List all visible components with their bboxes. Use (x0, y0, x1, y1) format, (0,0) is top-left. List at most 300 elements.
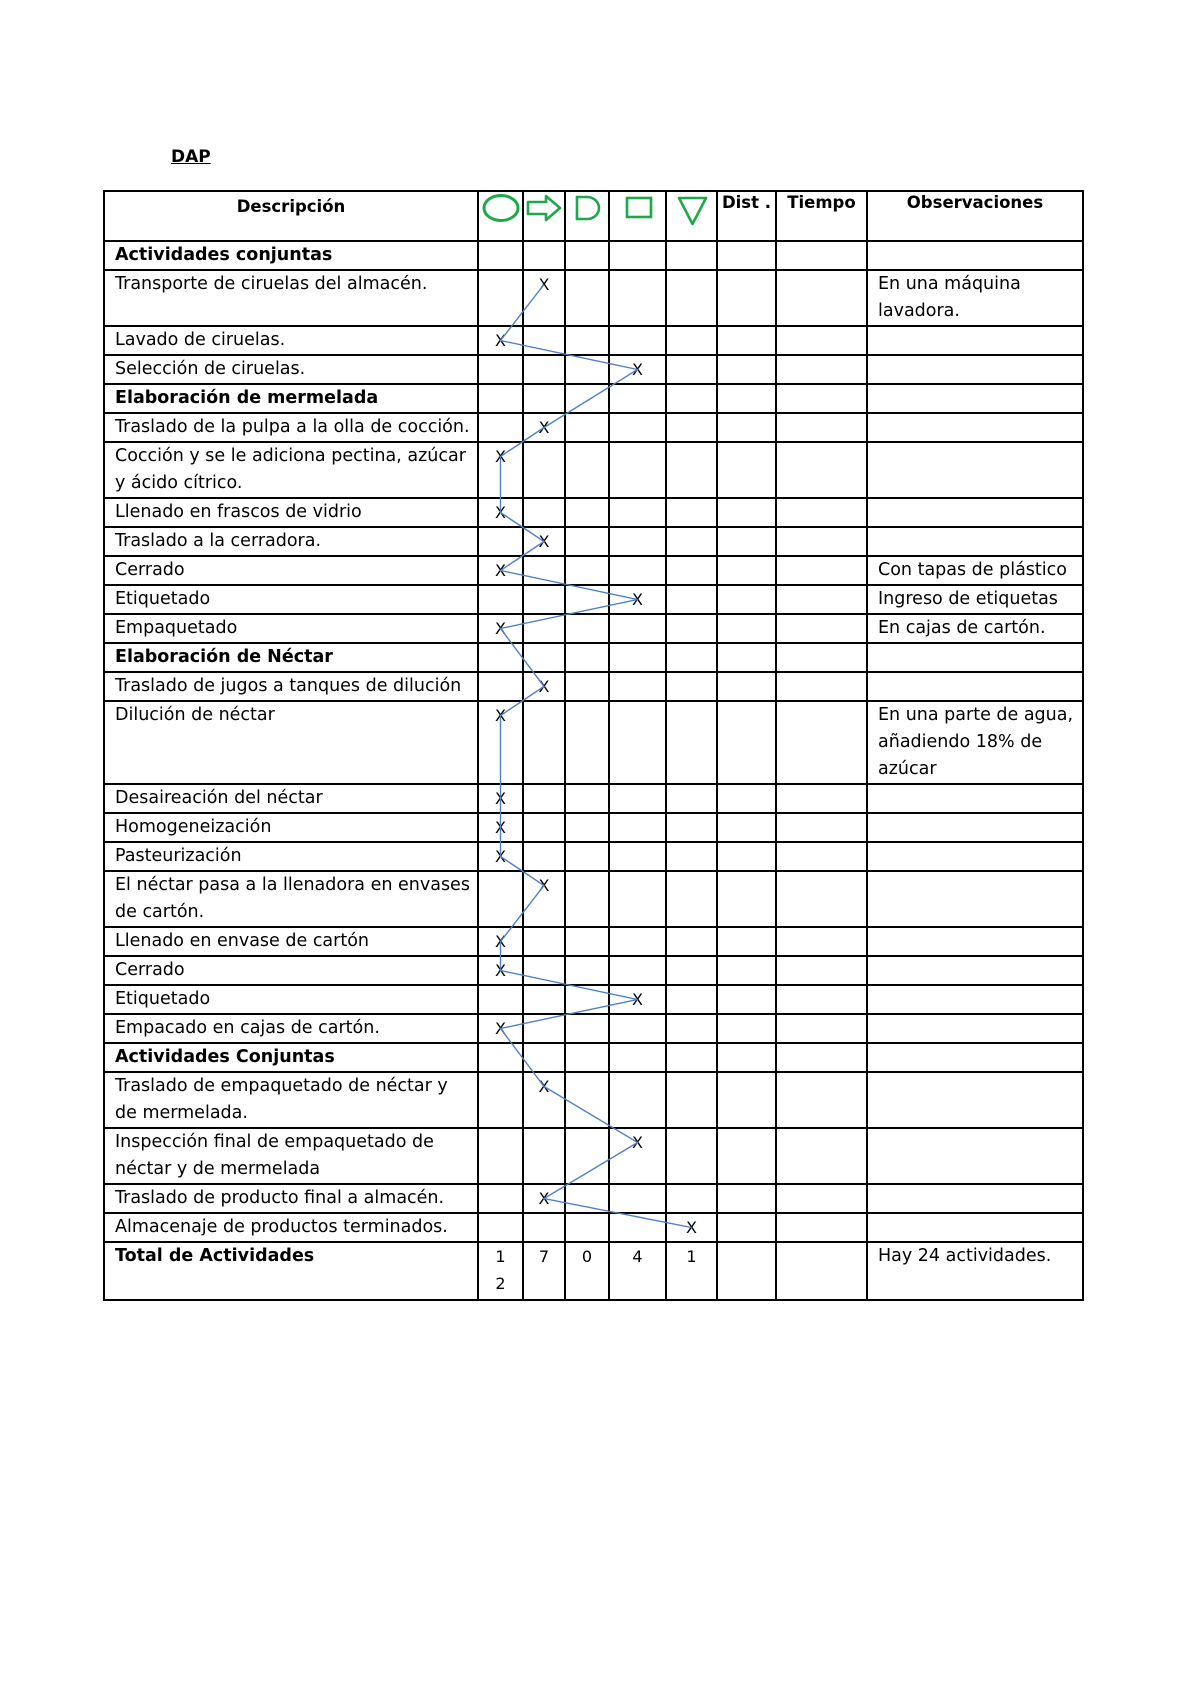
symbol-cell (609, 1072, 666, 1128)
symbol-cell (478, 643, 523, 672)
symbol-cell (666, 1043, 717, 1072)
symbol-cell (609, 384, 666, 413)
symbol-cell (565, 672, 609, 701)
activity-description: Inspección final de empaquetado de néctar y de mermelada (104, 1128, 478, 1184)
activity-row (104, 784, 1083, 813)
symbol-cell (523, 1128, 565, 1184)
symbol-cell (478, 585, 523, 614)
symbol-cell (666, 270, 717, 326)
symbol-cell (666, 413, 717, 442)
section-row (104, 241, 1083, 270)
activity-mark: X (686, 1218, 697, 1237)
symbol-cell (666, 556, 717, 585)
symbol-cell (666, 643, 717, 672)
symbol-cell (666, 784, 717, 813)
activity-mark: X (632, 1133, 643, 1152)
observation-cell (867, 985, 1083, 1014)
dist-cell (717, 241, 776, 270)
symbol-cell (565, 1043, 609, 1072)
tiempo-cell (776, 672, 867, 701)
dist-cell (717, 813, 776, 842)
activity-row (104, 614, 1083, 643)
symbol-cell (478, 241, 523, 270)
activity-row (104, 956, 1083, 985)
dist-cell (717, 1213, 776, 1242)
tiempo-cell (776, 1242, 867, 1300)
symbol-cell (565, 413, 609, 442)
symbol-cell (565, 1184, 609, 1213)
symbol-cell (666, 1184, 717, 1213)
symbol-cell (666, 614, 717, 643)
tiempo-cell (776, 326, 867, 355)
symbol-cell (523, 871, 565, 927)
activity-description: Llenado en envase de cartón (104, 927, 478, 956)
symbol-cell (523, 1072, 565, 1128)
total-count: 1 (666, 1242, 717, 1300)
dist-cell (717, 614, 776, 643)
symbol-cell (478, 326, 523, 355)
activity-mark: X (632, 360, 643, 379)
activity-mark: X (538, 677, 550, 696)
activity-row (104, 701, 1083, 784)
activity-row (104, 270, 1083, 326)
symbol-cell (523, 985, 565, 1014)
symbol-cell (478, 413, 523, 442)
activity-description: Pasteurización (104, 842, 478, 871)
dist-cell (717, 585, 776, 614)
activity-row (104, 355, 1083, 384)
tiempo-cell (776, 442, 867, 498)
tiempo-cell (776, 1184, 867, 1213)
activity-description: Llenado en frascos de vidrio (104, 498, 478, 527)
symbol-cell (478, 527, 523, 556)
symbol-cell (565, 384, 609, 413)
activity-mark: X (538, 532, 550, 551)
dist-cell (717, 326, 776, 355)
dist-cell (717, 842, 776, 871)
activity-mark: X (495, 847, 506, 866)
activity-row (104, 842, 1083, 871)
observation-cell: Con tapas de plástico (867, 556, 1083, 585)
dist-cell (717, 1043, 776, 1072)
symbol-cell (609, 355, 666, 384)
activity-description: Selección de ciruelas. (104, 355, 478, 384)
symbol-cell (478, 498, 523, 527)
activity-row (104, 813, 1083, 842)
symbol-cell (609, 326, 666, 355)
tiempo-cell (776, 241, 867, 270)
symbol-cell (523, 527, 565, 556)
symbol-cell (666, 871, 717, 927)
activity-description: Traslado de producto final a almacén. (104, 1184, 478, 1213)
symbol-cell (565, 985, 609, 1014)
symbol-cell (666, 813, 717, 842)
activity-description: Elaboración de mermelada (104, 384, 478, 413)
symbol-cell (478, 956, 523, 985)
observation-cell (867, 784, 1083, 813)
symbol-cell (609, 614, 666, 643)
observation-cell (867, 384, 1083, 413)
symbol-cell (609, 1128, 666, 1184)
observation-cell (867, 1128, 1083, 1184)
symbol-cell (523, 784, 565, 813)
dist-header: Dist . (717, 191, 776, 241)
dist-cell (717, 871, 776, 927)
dap-body (104, 241, 1083, 1300)
observation-cell: En una máquina lavadora. (867, 270, 1083, 326)
observation-cell (867, 1213, 1083, 1242)
observation-cell (867, 1072, 1083, 1128)
dist-cell (717, 442, 776, 498)
tiempo-cell (776, 701, 867, 784)
tiempo-cell (776, 527, 867, 556)
dist-cell (717, 956, 776, 985)
activity-mark: X (538, 275, 550, 294)
symbol-cell (478, 985, 523, 1014)
activity-description: Dilución de néctar (104, 701, 478, 784)
symbol-cell (478, 556, 523, 585)
symbol-cell (523, 1014, 565, 1043)
symbol-cell (609, 956, 666, 985)
tiempo-cell (776, 1043, 867, 1072)
observation-cell (867, 1014, 1083, 1043)
symbol-cell (565, 784, 609, 813)
symbol-cell (523, 270, 565, 326)
symbol-cell (478, 384, 523, 413)
activity-description: Desaireación del néctar (104, 784, 478, 813)
activity-mark: X (495, 818, 506, 837)
tiempo-cell (776, 556, 867, 585)
activity-description: Elaboración de Néctar (104, 643, 478, 672)
activity-mark: X (495, 447, 506, 466)
total-count: 4 (609, 1242, 666, 1300)
symbol-cell (666, 1014, 717, 1043)
transport-arrow-icon (523, 191, 565, 241)
symbol-cell (666, 384, 717, 413)
observation-cell (867, 813, 1083, 842)
symbol-cell (478, 1014, 523, 1043)
activity-row (104, 672, 1083, 701)
activity-mark: X (495, 561, 506, 580)
symbol-cell (523, 842, 565, 871)
symbol-cell (609, 701, 666, 784)
symbol-cell (565, 1014, 609, 1043)
symbol-cell (523, 241, 565, 270)
activity-description: Almacenaje de productos terminados. (104, 1213, 478, 1242)
observation-cell (867, 643, 1083, 672)
symbol-cell (478, 614, 523, 643)
symbol-cell (609, 927, 666, 956)
activity-row (104, 326, 1083, 355)
symbol-cell (666, 927, 717, 956)
activity-row (104, 556, 1083, 585)
dist-cell (717, 527, 776, 556)
activity-row (104, 1014, 1083, 1043)
symbol-cell (478, 442, 523, 498)
symbol-cell (523, 442, 565, 498)
symbol-cell (478, 927, 523, 956)
observation-cell (867, 326, 1083, 355)
activity-description: Etiquetado (104, 585, 478, 614)
symbol-cell (565, 1213, 609, 1242)
symbol-cell (523, 585, 565, 614)
symbol-cell (565, 498, 609, 527)
symbol-cell (565, 701, 609, 784)
symbol-cell (565, 1072, 609, 1128)
activity-description: Traslado a la cerradora. (104, 527, 478, 556)
symbol-cell (523, 1184, 565, 1213)
total-count: 7 (523, 1242, 565, 1300)
dist-cell (717, 384, 776, 413)
activity-row (104, 1184, 1083, 1213)
dap-table (103, 190, 1084, 1301)
total-count: 1 2 (478, 1242, 523, 1300)
symbol-cell (609, 871, 666, 927)
delay-d-icon (565, 191, 609, 241)
symbol-cell (478, 355, 523, 384)
symbol-cell (609, 498, 666, 527)
tiempo-header: Tiempo (776, 191, 867, 241)
symbol-cell (478, 1072, 523, 1128)
symbol-cell (478, 784, 523, 813)
symbol-cell (666, 842, 717, 871)
activity-row (104, 413, 1083, 442)
tiempo-cell (776, 384, 867, 413)
activity-mark: X (632, 990, 643, 1009)
observation-cell (867, 442, 1083, 498)
dist-cell (717, 413, 776, 442)
activity-mark: X (495, 331, 506, 350)
total-observation: Hay 24 actividades. (867, 1242, 1083, 1300)
symbol-cell (666, 498, 717, 527)
tiempo-cell (776, 355, 867, 384)
activity-description: Empaquetado (104, 614, 478, 643)
symbol-cell (666, 442, 717, 498)
symbol-cell (523, 556, 565, 585)
observation-cell: En una parte de agua, añadiendo 18% de azúcar (867, 701, 1083, 784)
tiempo-cell (776, 985, 867, 1014)
dist-cell (717, 985, 776, 1014)
symbol-cell (523, 355, 565, 384)
symbol-cell (565, 442, 609, 498)
symbol-cell (609, 784, 666, 813)
symbol-cell (666, 585, 717, 614)
symbol-cell (666, 956, 717, 985)
tiempo-cell (776, 585, 867, 614)
tiempo-cell (776, 842, 867, 871)
symbol-cell (523, 927, 565, 956)
observation-cell (867, 527, 1083, 556)
dist-cell (717, 701, 776, 784)
symbol-cell (609, 1014, 666, 1043)
symbol-cell (609, 842, 666, 871)
activity-mark: X (538, 876, 550, 895)
observation-cell (867, 927, 1083, 956)
symbol-cell (565, 556, 609, 585)
activity-mark: X (495, 789, 506, 808)
tiempo-cell (776, 956, 867, 985)
activity-description: Etiquetado (104, 985, 478, 1014)
inspection-square-icon (609, 191, 666, 241)
activity-row (104, 871, 1083, 927)
dist-cell (717, 556, 776, 585)
observation-cell (867, 1184, 1083, 1213)
activity-description: Cocción y se le adiciona pectina, azúcar y ácido cítrico. (104, 442, 478, 498)
symbol-cell (666, 1128, 717, 1184)
observation-cell (867, 1043, 1083, 1072)
symbol-cell (609, 585, 666, 614)
symbol-cell (609, 270, 666, 326)
symbol-cell (609, 442, 666, 498)
symbol-cell (565, 614, 609, 643)
activity-row (104, 1213, 1083, 1242)
observation-cell (867, 956, 1083, 985)
tiempo-cell (776, 784, 867, 813)
total-label: Total de Actividades (104, 1242, 478, 1300)
symbol-cell (666, 701, 717, 784)
activity-mark: X (538, 418, 550, 437)
observation-cell (867, 241, 1083, 270)
dist-cell (717, 355, 776, 384)
symbol-cell (565, 927, 609, 956)
activity-mark: X (538, 1077, 550, 1096)
activity-mark: X (538, 1189, 550, 1208)
header-row (104, 191, 1083, 241)
section-row (104, 384, 1083, 413)
tiempo-cell (776, 871, 867, 927)
activity-description: Traslado de la pulpa a la olla de cocción. (104, 413, 478, 442)
symbol-cell (609, 527, 666, 556)
symbol-cell (609, 556, 666, 585)
activity-row (104, 985, 1083, 1014)
storage-triangle-icon (666, 191, 717, 241)
dist-cell (717, 270, 776, 326)
activity-row (104, 1072, 1083, 1128)
dist-cell (717, 1072, 776, 1128)
dist-cell (717, 927, 776, 956)
symbol-cell (666, 241, 717, 270)
activity-row (104, 585, 1083, 614)
tiempo-cell (776, 614, 867, 643)
symbol-cell (565, 1128, 609, 1184)
activity-description: Empacado en cajas de cartón. (104, 1014, 478, 1043)
symbol-cell (523, 643, 565, 672)
dist-cell (717, 498, 776, 527)
dist-cell (717, 1128, 776, 1184)
symbol-cell (523, 1213, 565, 1242)
symbol-cell (666, 326, 717, 355)
symbol-cell (565, 585, 609, 614)
symbol-cell (609, 241, 666, 270)
activity-mark: X (495, 619, 506, 638)
symbol-cell (565, 241, 609, 270)
activity-description: Cerrado (104, 956, 478, 985)
symbol-cell (666, 672, 717, 701)
symbol-cell (523, 498, 565, 527)
symbol-cell (565, 956, 609, 985)
dist-cell (717, 672, 776, 701)
symbol-cell (565, 643, 609, 672)
tiempo-cell (776, 643, 867, 672)
symbol-cell (565, 326, 609, 355)
activity-mark: X (495, 961, 506, 980)
activity-row (104, 498, 1083, 527)
observation-cell (867, 413, 1083, 442)
symbol-cell (478, 701, 523, 784)
dist-cell (717, 1014, 776, 1043)
observation-cell (867, 871, 1083, 927)
symbol-cell (478, 813, 523, 842)
symbol-cell (523, 614, 565, 643)
symbol-cell (478, 672, 523, 701)
tiempo-cell (776, 270, 867, 326)
activity-row (104, 442, 1083, 498)
symbol-cell (609, 813, 666, 842)
activity-row (104, 927, 1083, 956)
activity-mark: X (495, 503, 506, 522)
activity-description: Lavado de ciruelas. (104, 326, 478, 355)
activity-description: Cerrado (104, 556, 478, 585)
observation-cell (867, 842, 1083, 871)
activity-description: Actividades conjuntas (104, 241, 478, 270)
symbol-cell (478, 1213, 523, 1242)
operation-circle-icon (478, 191, 523, 241)
symbol-cell (478, 1043, 523, 1072)
tiempo-cell (776, 413, 867, 442)
symbol-cell (523, 956, 565, 985)
activity-description: Homogeneización (104, 813, 478, 842)
section-row (104, 1043, 1083, 1072)
symbol-cell (609, 1184, 666, 1213)
activity-description: Traslado de empaquetado de néctar y de mermelada. (104, 1072, 478, 1128)
tiempo-cell (776, 1072, 867, 1128)
document-title: DAP (171, 147, 211, 167)
tiempo-cell (776, 1014, 867, 1043)
symbol-cell (523, 701, 565, 784)
tiempo-cell (776, 1213, 867, 1242)
observation-cell: Ingreso de etiquetas (867, 585, 1083, 614)
section-row (104, 643, 1083, 672)
tiempo-cell (776, 1128, 867, 1184)
symbol-cell (609, 985, 666, 1014)
symbol-cell (666, 355, 717, 384)
symbol-cell (523, 384, 565, 413)
activity-mark: X (495, 706, 506, 725)
symbol-cell (666, 527, 717, 556)
dist-cell (717, 1184, 776, 1213)
symbol-cell (523, 672, 565, 701)
total-count: 0 (565, 1242, 609, 1300)
symbol-cell (478, 1184, 523, 1213)
dist-cell (717, 643, 776, 672)
activity-description: Actividades Conjuntas (104, 1043, 478, 1072)
symbol-cell (565, 270, 609, 326)
symbol-cell (478, 842, 523, 871)
symbol-cell (609, 1043, 666, 1072)
symbol-cell (565, 842, 609, 871)
symbol-cell (609, 643, 666, 672)
symbol-cell (609, 413, 666, 442)
total-row (104, 1242, 1083, 1300)
observation-cell (867, 672, 1083, 701)
observation-cell (867, 355, 1083, 384)
tiempo-cell (776, 813, 867, 842)
symbol-cell (666, 1213, 717, 1242)
observation-cell: En cajas de cartón. (867, 614, 1083, 643)
dist-cell (717, 784, 776, 813)
activity-description: Transporte de ciruelas del almacén. (104, 270, 478, 326)
activity-mark: X (632, 590, 643, 609)
